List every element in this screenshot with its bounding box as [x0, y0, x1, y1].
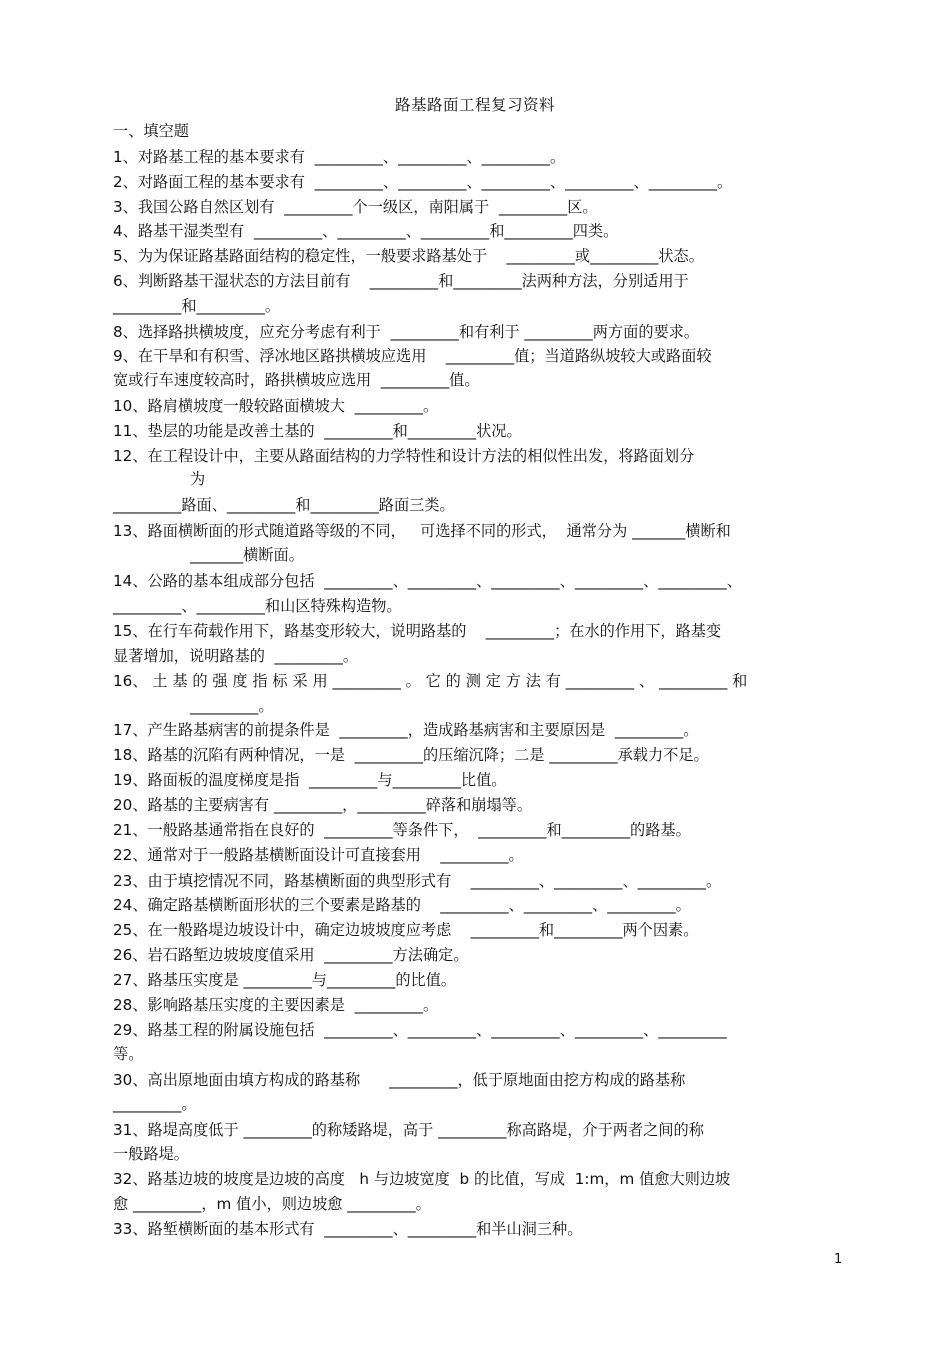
question-line: 29、路基工程的附属设施包括 _________、_________、_________、_________、_________: [113, 1021, 727, 1039]
question-line: 等。: [113, 1045, 144, 1063]
document-title: 路基路面工程复习资料: [394, 96, 555, 114]
question-line: 28、影响路基压实度的主要因素是 _________。: [113, 996, 439, 1014]
question-line: 愈 _________，m 值小，则边坡愈 _________。: [113, 1195, 431, 1213]
question-line: 18、路基的沉陷有两种情况，一是 _________的压缩沉降；二是 _________承载力不足。: [113, 746, 709, 764]
question-line: 17、产生路基病害的前提条件是 _________，造成路基病害和主要原因是 _________。: [113, 721, 699, 739]
section-heading: 一、填空题: [113, 122, 189, 140]
question-line: 14、公路的基本组成部分包括 _________、_________、_________、_________、_________、: [113, 572, 742, 590]
question-line: 20、路基的主要病害有 _________，_________碎落和崩塌等。: [113, 796, 533, 814]
question-line: 33、路堑横断面的基本形式有 _________、_________和半山洞三种。: [113, 1220, 583, 1238]
question-line: 16、 土 基 的 强 度 指 标 采 用 _________ 。 它 的 测 定 方 法 有 _________ 、 _________ 和: [113, 672, 748, 690]
question-line: 2、对路面工程的基本要求有 _________、_________、_________、_________、_________。: [113, 173, 733, 191]
question-line: 11、垫层的功能是改善土基的 _________和_________状况。: [113, 422, 522, 440]
question-line: 4、路基干湿类型有 _________、_________、_________和_________四类。: [113, 222, 619, 240]
question-line: 31、路堤高度低于 _________的称矮路堤，高于 _________称高路堤，介于两者之间的称: [113, 1121, 704, 1139]
question-line: 32、路基边坡的坡度是边坡的高度 h 与边坡宽度 b 的比值，写成 1:m，m 值愈大则边坡: [113, 1170, 731, 1188]
question-line: 13、路面横断面的形式随道路等级的不同， 可选择不同的形式， 通常分为 _______横断和: [113, 522, 731, 540]
question-line: 30、高出原地面由填方构成的路基称 _________，低于原地面由挖方构成的路基称: [113, 1071, 686, 1089]
question-line: 10、路肩横坡度一般较路面横坡大 _________。: [113, 397, 439, 415]
question-line: 9、在干旱和有积雪、浮冰地区路拱横坡应选用 _________值；当道路纵坡较大或路面较: [113, 347, 712, 365]
question-line: 19、路面板的温度梯度是指 _________与_________比值。: [113, 771, 507, 789]
question-line: _________和_________。: [113, 297, 281, 315]
question-line: _________。: [190, 697, 274, 715]
question-line: 26、岩石路堑边坡坡度值采用 _________方法确定。: [113, 946, 469, 964]
question-line: 12、在工程设计中，主要从路面结构的力学特性和设计方法的相似性出发，将路面划分: [113, 447, 695, 465]
question-line: 21、一般路基通常指在良好的 _________等条件下， _________和_________的路基。: [113, 821, 691, 839]
question-line: 宽或行车速度较高时，路拱横坡应选用 _________值。: [113, 371, 480, 389]
question-line: 24、确定路基横断面形状的三个要素是路基的 _________、_________、_________。: [113, 896, 691, 914]
question-line: 一般路堤。: [113, 1145, 189, 1163]
question-line: 3、我国公路自然区划有 _________个一级区，南阳属于 _________区。: [113, 198, 598, 216]
question-line: 23、由于填挖情况不同，路基横断面的典型形式有 _________、_________、_________。: [113, 872, 722, 890]
question-line: 8、选择路拱横坡度，应充分考虑有利于 _________和有利于 _________两方面的要求。: [113, 323, 700, 341]
question-line: 为: [190, 470, 206, 488]
question-line: 1、对路基工程的基本要求有 _________、_________、_________。: [113, 148, 566, 166]
question-line: 22、通常对于一般路基横断面设计可直接套用 _________。: [113, 846, 524, 864]
question-line: _________路面、_________和_________路面三类。: [113, 496, 455, 514]
question-line: 25、在一般路堤边坡设计中，确定边坡坡度应考虑 _________和_________两个因素。: [113, 921, 699, 939]
question-line: _______横断面。: [190, 546, 304, 564]
question-line: 15、在行车荷载作用下，路基变形较大，说明路基的 _________；在水的作用下，路基变: [113, 622, 722, 640]
question-line: 5、为为保证路基路面结构的稳定性，一般要求路基处于 _________或_________状态。: [113, 247, 704, 265]
question-line: _________、_________和山区特殊构造物。: [113, 597, 402, 615]
question-line: 6、判断路基干湿状态的方法目前有 _________和_________法两种方法，分别适用于: [113, 272, 689, 290]
question-line: 显著增加，说明路基的 _________。: [113, 647, 359, 665]
page-number: 1: [834, 1252, 843, 1267]
question-line: 27、路基压实度是 _________与_________的比值。: [113, 971, 457, 989]
question-line: _________。: [113, 1095, 197, 1113]
